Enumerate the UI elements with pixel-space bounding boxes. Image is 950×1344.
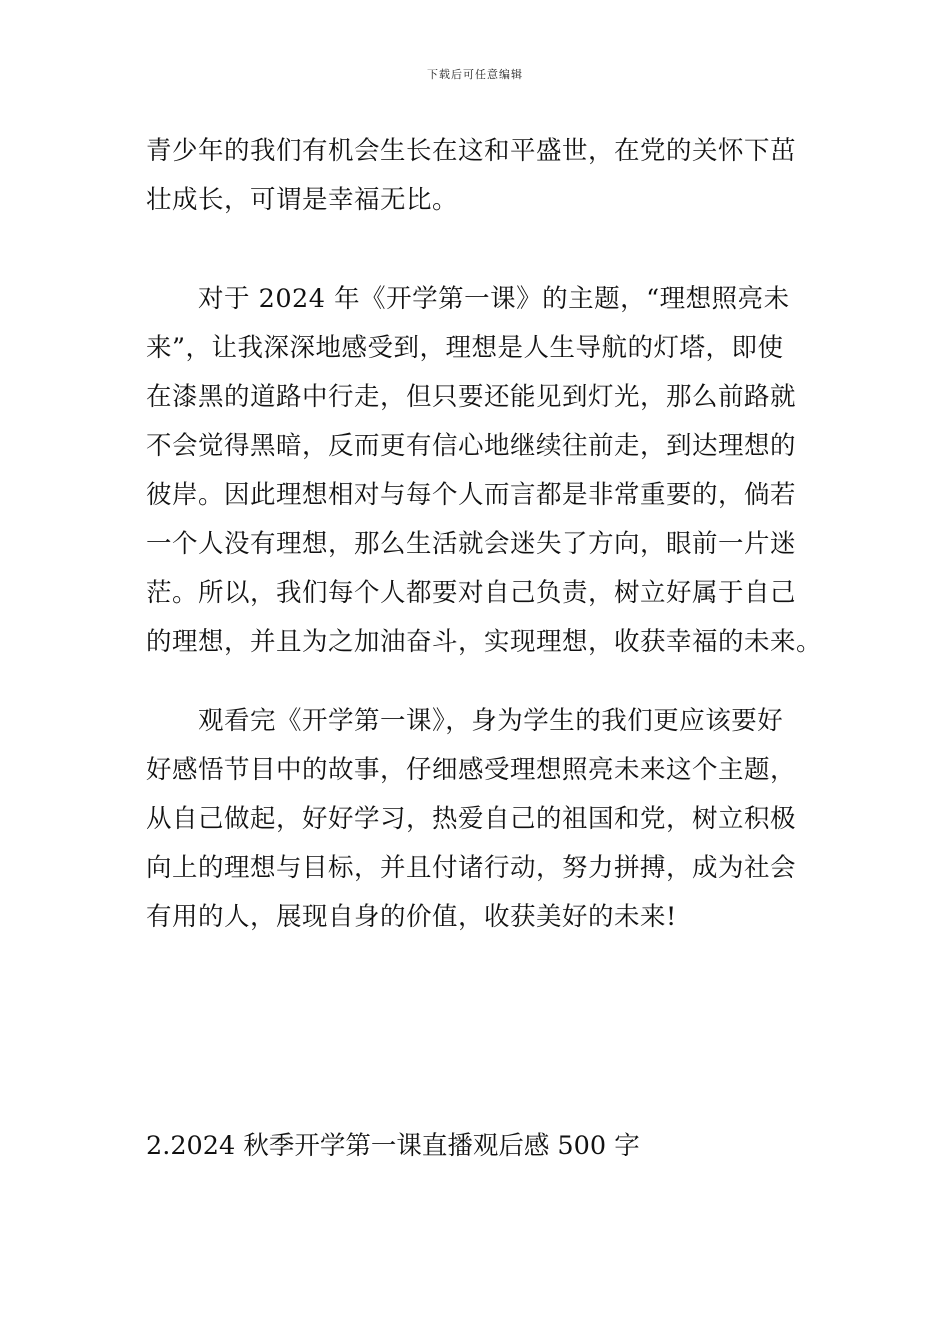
paragraph-line: 青少年的我们有机会生长在这和平盛世，在党的关怀下茁 — [146, 136, 797, 166]
paragraph-line: 在漆黑的道路中行走，但只要还能见到灯光，那么前路就 — [146, 382, 797, 412]
paragraph-line: 一个人没有理想，那么生活就会迷失了方向，眼前一片迷 — [146, 529, 797, 559]
paragraph-line: 茫。所以，我们每个人都要对自己负责，树立好属于自己 — [146, 578, 797, 608]
paragraph-line: 有用的人，展现自身的价值，收获美好的未来! — [146, 902, 677, 932]
paragraph-line: 来”，让我深深地感受到，理想是人生导航的灯塔，即使 — [146, 333, 784, 363]
paragraph-3 — [146, 697, 806, 942]
paragraph-line: 向上的理想与目标，并且付诸行动，努力拼搏，成为社会 — [146, 853, 797, 883]
paragraph-1 — [146, 127, 806, 225]
paragraph-line: 对于 2024 年《开学第一课》的主题，“理想照亮未 — [198, 284, 790, 314]
paragraph-line: 彼岸。因此理想相对与每个人而言都是非常重要的，倘若 — [146, 480, 797, 510]
section-heading: 2.2024 秋季开学第一课直播观后感 500 字 — [146, 1131, 640, 1161]
paragraph-line: 壮成长，可谓是幸福无比。 — [146, 185, 459, 215]
paragraph-line: 的理想，并且为之加油奋斗，实现理想，收获幸福的未来。 — [146, 627, 823, 657]
paragraph-line: 好感悟节目中的故事，仔细感受理想照亮未来这个主题， — [146, 755, 797, 785]
paragraph-line: 不会觉得黑暗，反而更有信心地继续往前走，到达理想的 — [146, 431, 797, 461]
paragraph-line: 观看完《开学第一课》，身为学生的我们更应该要好 — [198, 706, 784, 736]
header-note: 下载后可任意编辑 — [427, 68, 523, 81]
paragraph-line: 从自己做起，好好学习，热爱自己的祖国和党，树立积极 — [146, 804, 797, 834]
paragraph-2 — [146, 275, 823, 667]
